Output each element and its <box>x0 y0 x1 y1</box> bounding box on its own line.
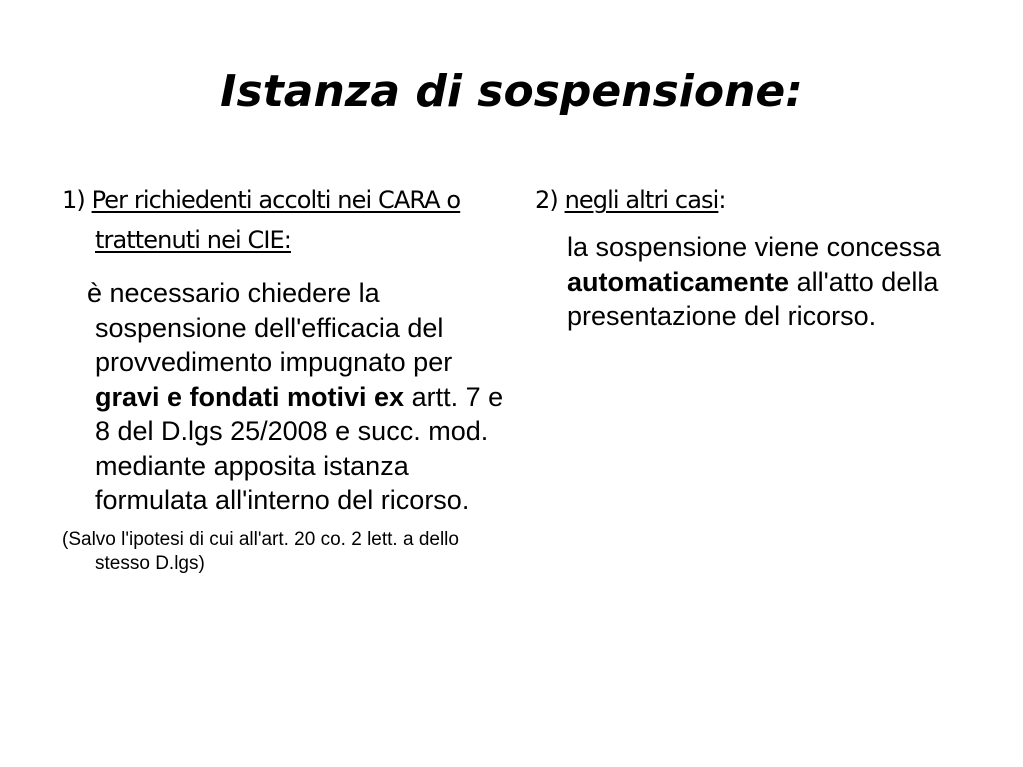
left-heading <box>62 180 512 260</box>
right-number: 2) <box>535 186 558 214</box>
right-body-bold: automaticamente <box>567 266 790 297</box>
right-body <box>535 230 990 334</box>
slide-title: Istanza di sospensione: <box>220 66 803 117</box>
left-body <box>62 276 512 518</box>
right-body-part2: all'atto della presentazione del ricorso. <box>567 266 939 331</box>
left-heading-text: Per richiedenti accolti nei CARA o trattenuti nei CIE: <box>91 186 461 254</box>
right-column <box>535 180 990 334</box>
left-note: (Salvo l'ipotesi di cui all'art. 20 co. 2 lett. a dello stesso D.lgs) <box>62 528 459 574</box>
left-column <box>62 180 512 576</box>
right-heading-colon: : <box>718 186 726 214</box>
left-body-part1: è necessario chiedere la sospensione dell'efficacia del provvedimento impugnato per <box>87 278 453 377</box>
right-heading-text: negli altri casi <box>564 186 719 214</box>
left-body-part2: artt. 7 e 8 del D.lgs 25/2008 e succ. mod. mediante apposita istanza formulata all'interno del ricorso. <box>95 381 504 515</box>
right-body-part1: la sospensione viene concessa <box>567 232 941 262</box>
left-body-bold: gravi e fondati motivi ex <box>95 381 405 412</box>
left-number: 1) <box>62 186 85 214</box>
right-heading <box>535 180 990 220</box>
